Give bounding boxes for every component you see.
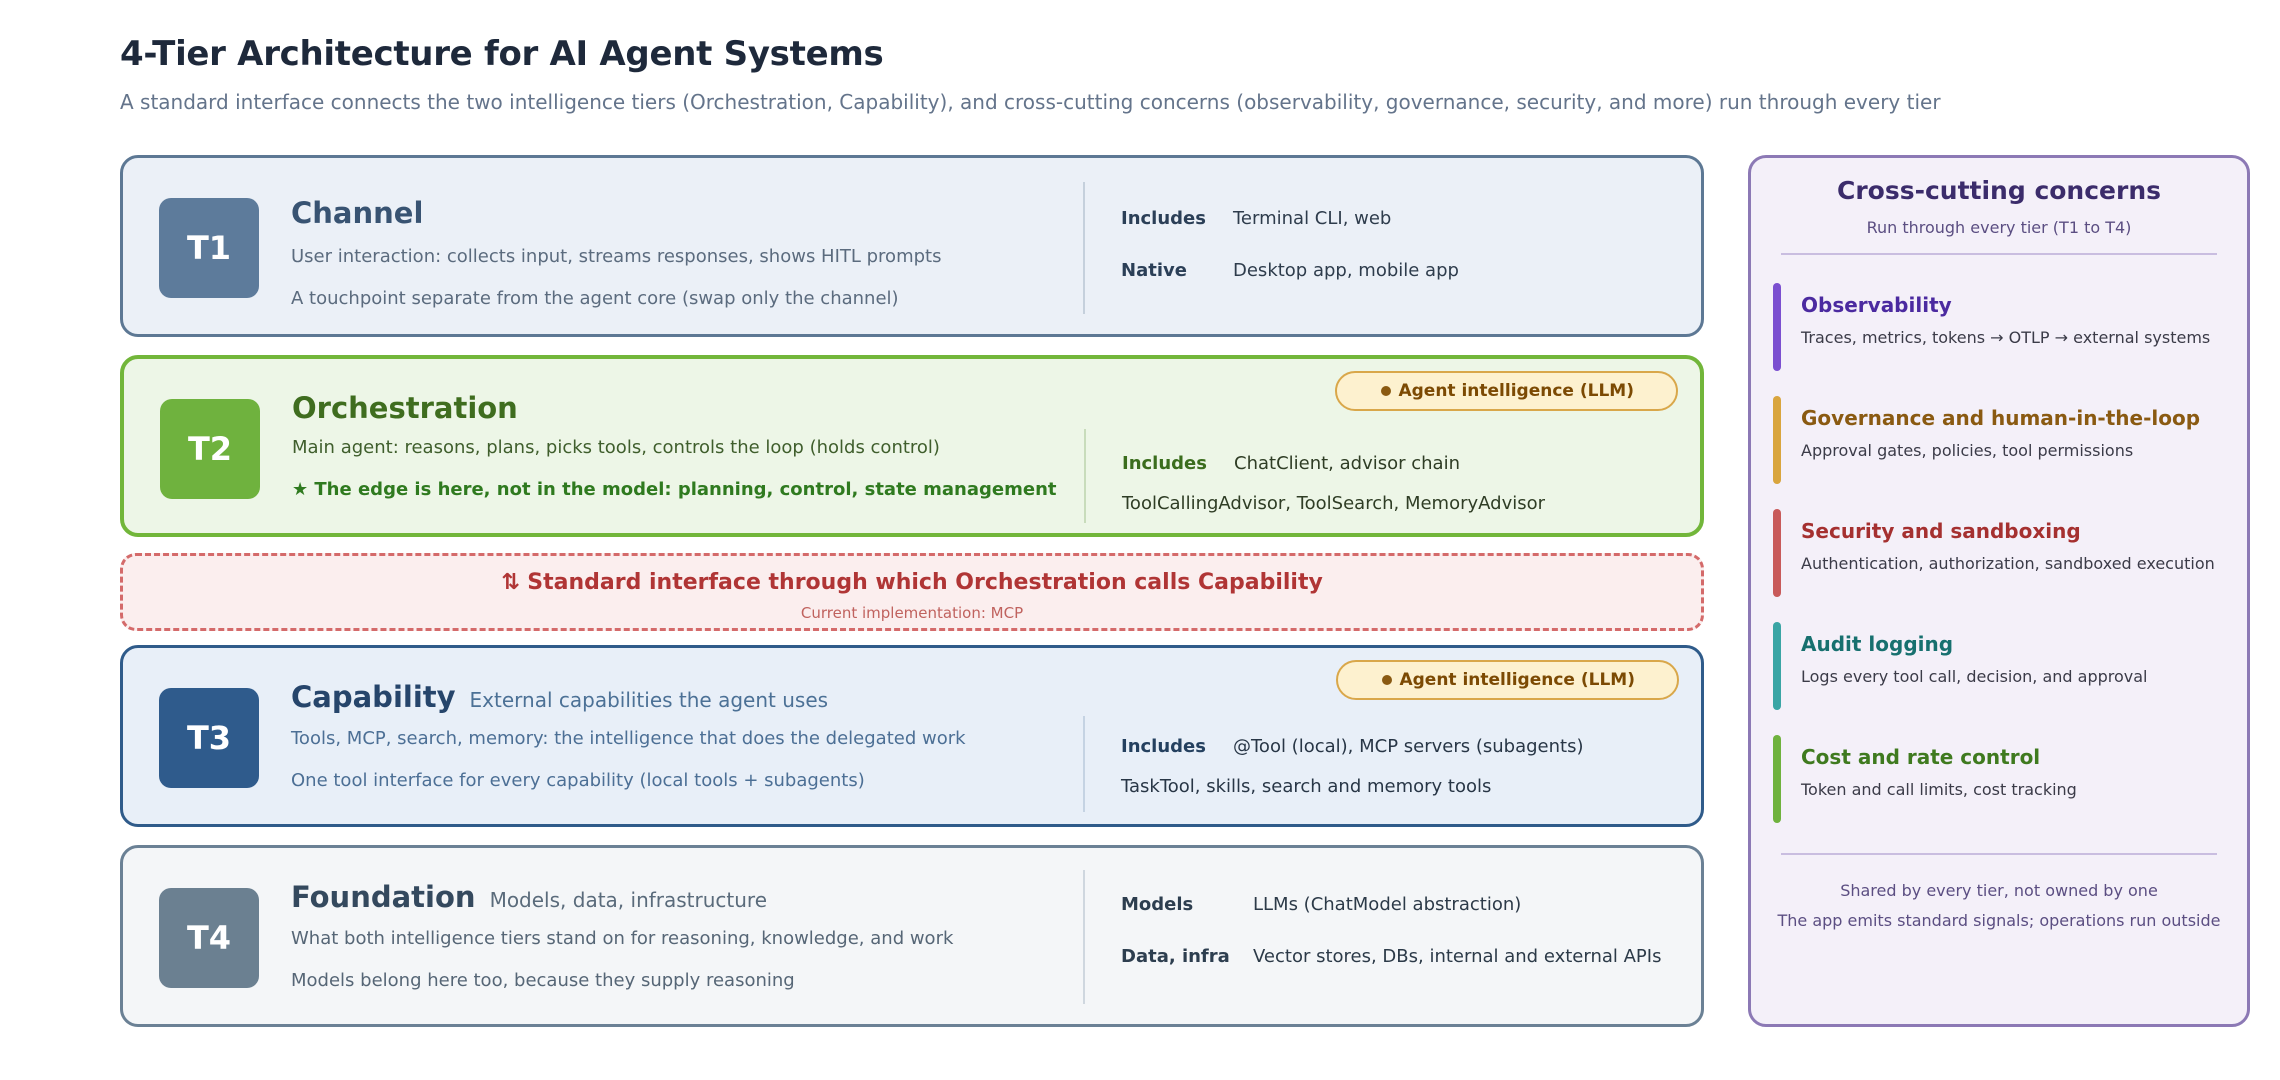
page-subtitle: A standard interface connects the two intelligence tiers (Orchestration, Capability), and cross-cutting concerns (observability, governance, security, and more) run through every tier <box>120 90 1941 114</box>
concern-description: Token and call limits, cost tracking <box>1801 780 2077 799</box>
tier-badge: T2 <box>160 399 260 499</box>
tier-channel <box>120 155 1704 337</box>
pill-label: Agent intelligence (LLM) <box>1399 670 1635 690</box>
tier-name-sub: External capabilities the agent uses <box>469 688 829 712</box>
divider <box>1083 870 1085 1004</box>
cross-cutting-panel <box>1748 155 2250 1027</box>
concern-title: Audit logging <box>1801 632 1954 656</box>
interface-title: ⇅ Standard interface through which Orchestration calls Capability <box>501 570 1323 595</box>
tier-detail-row <box>1121 894 1521 915</box>
row-value: TaskTool, skills, search and memory tools <box>1121 776 1492 797</box>
concern-title: Cost and rate control <box>1801 745 2041 769</box>
panel-title: Cross-cutting concerns <box>1836 176 2162 205</box>
tier-description: Tools, MCP, search, memory: the intelligence that does the delegated work <box>291 728 966 749</box>
agent-intelligence-pill <box>1335 371 1678 411</box>
tier-detail-row <box>1122 493 1545 514</box>
concern-color-bar <box>1773 735 1781 823</box>
tier-description: A touchpoint separate from the agent core (swap only the channel) <box>291 288 899 309</box>
panel-footer-line: Shared by every tier, not owned by one <box>1840 881 2158 900</box>
concern-description: Logs every tool call, decision, and approval <box>1801 667 2148 686</box>
concern-observability <box>1773 283 2237 373</box>
row-key: Includes <box>1121 208 1206 229</box>
row-value: Vector stores, DBs, internal and external APIs <box>1253 946 1662 967</box>
tier-name <box>292 391 518 425</box>
tier-detail-row <box>1121 736 1584 757</box>
concern-description: Approval gates, policies, tool permissions <box>1801 441 2134 460</box>
concern-audit-logging <box>1773 622 2237 712</box>
panel-subtitle: Run through every tier (T1 to T4) <box>1866 218 2132 237</box>
tier-foundation <box>120 845 1704 1027</box>
tier-description: One tool interface for every capability (local tools + subagents) <box>291 770 865 791</box>
row-value: ToolCallingAdvisor, ToolSearch, MemoryAdvisor <box>1122 493 1546 514</box>
tier-highlight: ★ The edge is here, not in the model: planning, control, state management <box>292 479 1057 500</box>
concern-color-bar <box>1773 396 1781 484</box>
concern-color-bar <box>1773 622 1781 710</box>
row-key: Models <box>1121 894 1194 915</box>
divider <box>1781 853 2217 855</box>
concern-title: Governance and human-in-the-loop <box>1801 406 2201 430</box>
row-key: Includes <box>1122 453 1207 474</box>
divider <box>1781 253 2217 255</box>
divider <box>1083 182 1085 314</box>
tier-name <box>291 880 767 914</box>
concern-cost-rate <box>1773 735 2237 825</box>
concern-description: Authentication, authorization, sandboxed execution <box>1801 554 2215 573</box>
tier-description: What both intelligence tiers stand on for reasoning, knowledge, and work <box>291 928 954 949</box>
page-title: 4-Tier Architecture for AI Agent Systems <box>120 34 884 74</box>
tier-name-text: Channel <box>291 196 424 230</box>
concern-color-bar <box>1773 283 1781 371</box>
tier-name <box>291 196 423 230</box>
tier-orchestration <box>120 355 1704 537</box>
tier-detail-row <box>1122 453 1460 474</box>
tier-badge: T4 <box>159 888 259 988</box>
tier-detail-row <box>1121 208 1391 229</box>
row-value: ChatClient, advisor chain <box>1234 453 1460 474</box>
tier-name-text: Orchestration <box>292 391 518 425</box>
tier-badge: T3 <box>159 688 259 788</box>
tier-capability <box>120 645 1704 827</box>
tier-detail-row <box>1121 260 1459 281</box>
tier-detail-row <box>1121 776 1491 797</box>
row-value: Desktop app, mobile app <box>1233 260 1459 281</box>
tier-name-text: Foundation <box>291 880 476 914</box>
tier-description: Models belong here too, because they supply reasoning <box>291 970 795 991</box>
dot-icon <box>1381 386 1391 396</box>
tier-detail-row <box>1121 946 1661 967</box>
divider <box>1083 716 1085 812</box>
tier-badge: T1 <box>159 198 259 298</box>
row-value: LLMs (ChatModel abstraction) <box>1253 894 1522 915</box>
divider <box>1084 429 1086 523</box>
concern-title: Observability <box>1801 293 1952 317</box>
agent-intelligence-pill <box>1336 660 1679 700</box>
panel-footer-line: The app emits standard signals; operations run outside <box>1777 911 2221 930</box>
concern-security <box>1773 509 2237 599</box>
tier-name-text: Capability <box>291 680 456 714</box>
row-key: Native <box>1121 260 1187 281</box>
tier-name <box>291 680 828 714</box>
tier-description: User interaction: collects input, streams responses, shows HITL prompts <box>291 246 942 267</box>
concern-description: Traces, metrics, tokens → OTLP → external systems <box>1801 328 2211 347</box>
pill-label: Agent intelligence (LLM) <box>1398 381 1634 401</box>
standard-interface-banner <box>120 553 1704 631</box>
interface-subtitle: Current implementation: MCP <box>800 604 1024 622</box>
tier-description: Main agent: reasons, plans, picks tools, controls the loop (holds control) <box>292 437 940 458</box>
row-value: Terminal CLI, web <box>1233 208 1392 229</box>
row-value: @Tool (local), MCP servers (subagents) <box>1233 736 1584 757</box>
concern-color-bar <box>1773 509 1781 597</box>
tier-name-sub: Models, data, infrastructure <box>489 888 768 912</box>
concern-title: Security and sandboxing <box>1801 519 2081 543</box>
row-key: Includes <box>1121 736 1206 757</box>
row-key: Data, infra <box>1121 946 1230 967</box>
concern-governance <box>1773 396 2237 486</box>
dot-icon <box>1382 675 1392 685</box>
